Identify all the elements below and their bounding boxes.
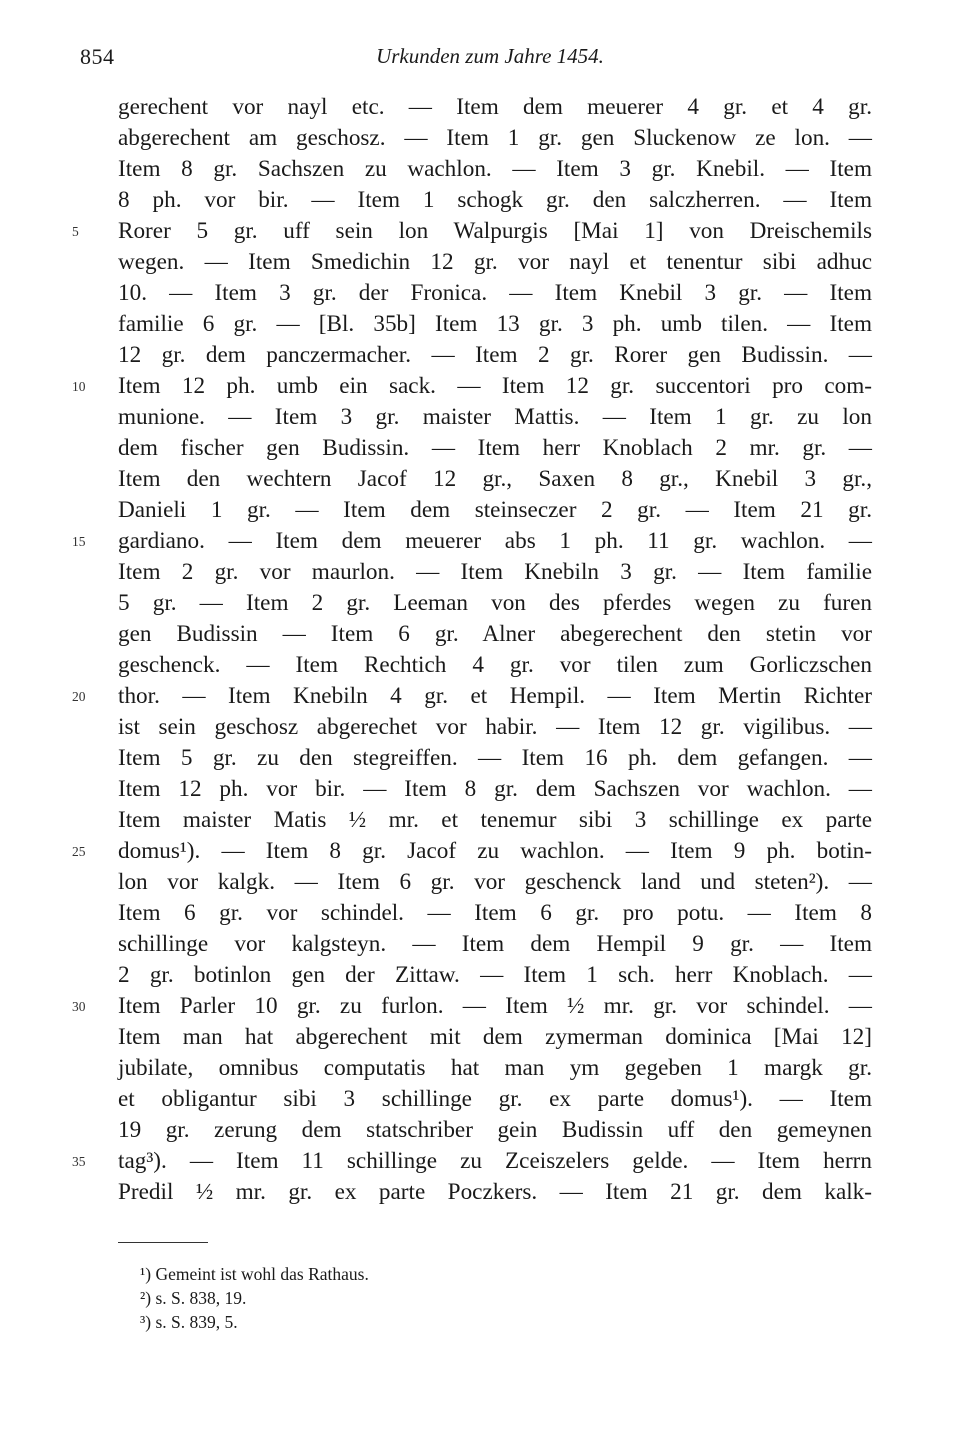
- text-line: 10. — Item 3 gr. der Fronica. — Item Knebil 3 gr. — Item: [118, 280, 872, 306]
- line-number: 35: [72, 1154, 86, 1169]
- text-line: gerechent vor nayl etc. — Item dem meuerer 4 gr. et 4 gr.: [118, 94, 872, 120]
- text-line: Item Parler 10 gr. zu furlon. — Item ½ mr. gr. vor schindel. —: [118, 993, 872, 1019]
- footnote: ¹) Gemeint ist wohl das Rathaus.: [140, 1264, 369, 1284]
- text-line: 2 gr. botinlon gen der Zittaw. — Item 1 sch. herr Knoblach. —: [118, 962, 872, 988]
- text-line: et obligantur sibi 3 schillinge gr. ex parte domus¹). — Item: [118, 1086, 872, 1112]
- text-line: domus¹). — Item 8 gr. Jacof zu wachlon. — Item 9 ph. botin-: [118, 838, 872, 864]
- line-number: 15: [72, 534, 86, 549]
- text-line: Item 8 gr. Sachszen zu wachlon. — Item 3 gr. Knebil. — Item: [118, 156, 872, 182]
- text-line: familie 6 gr. — [Bl. 35b] Item 13 gr. 3 ph. umb tilen. — Item: [118, 311, 872, 337]
- text-line: 19 gr. zerung dem statschriber gein Budissin uff den gemeynen: [118, 1117, 872, 1143]
- text-line: Item 12 ph. umb ein sack. — Item 12 gr. succentori pro com-: [118, 373, 872, 399]
- text-line: Predil ½ mr. gr. ex parte Poczkers. — Item 21 gr. dem kalk-: [118, 1179, 872, 1205]
- footnote-divider: [118, 1242, 208, 1243]
- text-line: 8 ph. vor bir. — Item 1 schogk gr. den salczherren. — Item: [118, 187, 872, 213]
- line-number: 30: [72, 999, 86, 1014]
- footnote: ³) s. S. 839, 5.: [140, 1312, 238, 1332]
- text-line: geschenck. — Item Rechtich 4 gr. vor tilen zum Gorliczschen: [118, 652, 872, 678]
- line-number: 5: [72, 224, 79, 239]
- line-number: 10: [72, 379, 86, 394]
- text-line: tag³). — Item 11 schillinge zu Zceiszelers gelde. — Item herrn: [118, 1148, 872, 1174]
- page-number: 854: [80, 44, 115, 69]
- text-line: gen Budissin — Item 6 gr. Alner abegerechent den stetin vor: [118, 621, 872, 647]
- text-line: jubilate, omnibus computatis hat man ym gegeben 1 margk gr.: [118, 1055, 872, 1081]
- footnote: ²) s. S. 838, 19.: [140, 1288, 247, 1308]
- text-line: Item den wechtern Jacof 12 gr., Saxen 8 gr., Knebil 3 gr.,: [118, 466, 872, 492]
- line-number: 25: [72, 844, 86, 859]
- text-line: 5 gr. — Item 2 gr. Leeman von des pferdes wegen zu furen: [118, 590, 872, 616]
- running-head: Urkunden zum Jahre 1454.: [376, 44, 604, 68]
- text-line: wegen. — Item Smedichin 12 gr. vor nayl et tenentur sibi adhuc: [118, 249, 872, 275]
- footnotes: [140, 1262, 740, 1334]
- page-header: [80, 44, 900, 84]
- text-line: Item 2 gr. vor maurlon. — Item Knebiln 3 gr. — Item familie: [118, 559, 872, 585]
- text-line: lon vor kalgk. — Item 6 gr. vor geschenck land und steten²). —: [118, 869, 872, 895]
- text-line: munione. — Item 3 gr. maister Mattis. — Item 1 gr. zu lon: [118, 404, 872, 430]
- text-line: Item maister Matis ½ mr. et tenemur sibi 3 schillinge ex parte: [118, 807, 872, 833]
- text-line: abgerechent am geschosz. — Item 1 gr. gen Sluckenow ze lon. —: [118, 125, 872, 151]
- text-line: Item man hat abgerechent mit dem zymerman dominica [Mai 12]: [118, 1024, 872, 1050]
- text-line: Item 5 gr. zu den stegreiffen. — Item 16 ph. dem gefangen. —: [118, 745, 872, 771]
- text-line: 12 gr. dem panczermacher. — Item 2 gr. Rorer gen Budissin. —: [118, 342, 872, 368]
- text-line: schillinge vor kalgsteyn. — Item dem Hempil 9 gr. — Item: [118, 931, 872, 957]
- text-line: Danieli 1 gr. — Item dem steinseczer 2 gr. — Item 21 gr.: [118, 497, 872, 523]
- text-line: Item 6 gr. vor schindel. — Item 6 gr. pro potu. — Item 8: [118, 900, 872, 926]
- text-line: thor. — Item Knebiln 4 gr. et Hempil. — Item Mertin Richter: [118, 683, 872, 709]
- text-line: ist sein geschosz abgerechet vor habir. — Item 12 gr. vigilibus. —: [118, 714, 872, 740]
- text-line: dem fischer gen Budissin. — Item herr Knoblach 2 mr. gr. —: [118, 435, 872, 461]
- text-line: Rorer 5 gr. uff sein lon Walpurgis [Mai 1] von Dreischemils: [118, 218, 872, 244]
- line-number: 20: [72, 689, 86, 704]
- text-line: gardiano. — Item dem meuerer abs 1 ph. 11 gr. wachlon. —: [118, 528, 872, 554]
- text-line: Item 12 ph. vor bir. — Item 8 gr. dem Sachszen vor wachlon. —: [118, 776, 872, 802]
